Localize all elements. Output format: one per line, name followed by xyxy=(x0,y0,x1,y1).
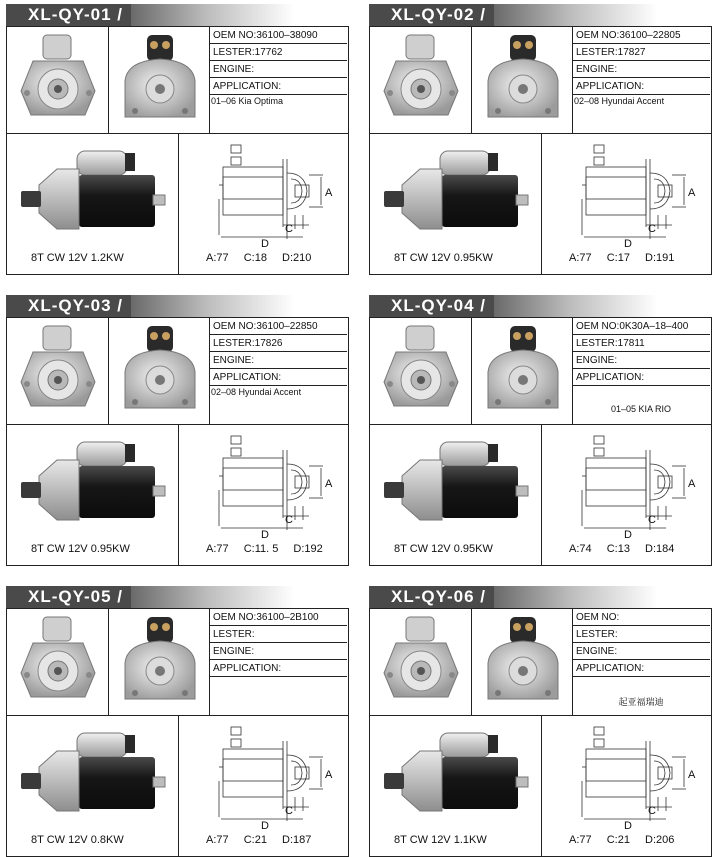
dim-c-value: C:13 xyxy=(606,543,630,555)
dim-c-value: C:11. 5 xyxy=(243,543,279,555)
dimension-drawing xyxy=(546,137,708,249)
dimension-drawing xyxy=(183,428,345,540)
dim-d-value: D:192 xyxy=(293,543,323,555)
dimensions xyxy=(569,543,686,555)
starter-side-photo xyxy=(17,723,169,819)
dimension-a-label: A xyxy=(688,187,696,199)
lester-number: LESTER:17826 xyxy=(209,335,347,352)
application-field: APPLICATION: xyxy=(209,660,347,677)
dimension-c-label: C xyxy=(648,514,656,526)
dimensions xyxy=(569,834,686,846)
product-table xyxy=(369,317,712,566)
oem-number: OEM NO: xyxy=(572,609,710,626)
engine-field: ENGINE: xyxy=(572,352,710,369)
starter-front-photo xyxy=(13,31,103,129)
dimension-d-label: D xyxy=(624,820,632,831)
starter-front-photo xyxy=(13,322,103,420)
starter-side-photo xyxy=(17,141,169,237)
dimension-c-label: C xyxy=(648,223,656,235)
starter-side-photo xyxy=(380,432,532,528)
model-banner xyxy=(369,295,712,317)
starter-front-photo xyxy=(376,322,466,420)
starter-front-photo xyxy=(13,613,103,711)
dim-c-value: C:18 xyxy=(243,252,267,264)
product-table xyxy=(369,26,712,275)
oem-number: OEM NO:0K30A–18–400 xyxy=(572,318,710,335)
starter-rear-photo xyxy=(115,613,205,711)
starter-front-photo xyxy=(376,613,466,711)
dim-a-value: A:77 xyxy=(569,252,592,264)
dimension-c-label: C xyxy=(285,514,293,526)
dimension-a-label: A xyxy=(325,769,333,781)
model-banner xyxy=(6,4,349,26)
oem-number: OEM NO:36100–2B100 xyxy=(209,609,347,626)
dimension-d-label: D xyxy=(624,529,632,540)
dimension-drawing xyxy=(546,428,708,540)
dimensions xyxy=(206,834,323,846)
dim-c-value: C:21 xyxy=(606,834,630,846)
product-table xyxy=(6,317,349,566)
model-banner xyxy=(6,586,349,608)
lester-number: LESTER: xyxy=(572,626,710,643)
dimension-d-label: D xyxy=(261,820,269,831)
engine-field: ENGINE: xyxy=(572,643,710,660)
motor-spec: 8T CW 12V 1.2KW xyxy=(31,252,124,264)
model-banner xyxy=(369,4,712,26)
dim-d-value: D:210 xyxy=(282,252,312,264)
lester-number: LESTER: xyxy=(209,626,347,643)
dimension-d-label: D xyxy=(624,238,632,249)
lester-number: LESTER:17811 xyxy=(572,335,710,352)
application-field: APPLICATION: xyxy=(209,369,347,386)
model-banner xyxy=(369,586,712,608)
dimension-a-label: A xyxy=(325,187,333,199)
model-title: XL-QY-01 / xyxy=(28,5,124,24)
engine-field: ENGINE: xyxy=(209,643,347,660)
dimension-drawing xyxy=(546,719,708,831)
dim-a-value: A:77 xyxy=(569,834,592,846)
dim-c-value: C:17 xyxy=(606,252,630,264)
starter-side-photo xyxy=(380,723,532,819)
application-value: 02–08 Hyundai Accent xyxy=(211,387,302,397)
motor-spec: 8T CW 12V 1.1KW xyxy=(394,834,487,846)
dimensions xyxy=(569,252,686,264)
starter-rear-photo xyxy=(478,31,568,129)
dimensions xyxy=(206,543,335,555)
motor-spec: 8T CW 12V 0.95KW xyxy=(394,543,493,555)
product-table xyxy=(369,608,712,857)
oem-number: OEM NO:36100–22805 xyxy=(572,27,710,44)
application-field: APPLICATION: xyxy=(209,78,347,95)
model-title: XL-QY-05 / xyxy=(28,587,124,606)
starter-side-photo xyxy=(17,432,169,528)
engine-field: ENGINE: xyxy=(209,61,347,78)
application-field: APPLICATION: xyxy=(572,660,710,677)
dimension-drawing xyxy=(183,719,345,831)
starter-rear-photo xyxy=(115,322,205,420)
starter-rear-photo xyxy=(115,31,205,129)
starter-side-photo xyxy=(380,141,532,237)
dim-a-value: A:77 xyxy=(206,543,229,555)
dimension-a-label: A xyxy=(325,478,333,490)
lester-number: LESTER:17827 xyxy=(572,44,710,61)
dim-d-value: D:191 xyxy=(645,252,675,264)
model-title: XL-QY-06 / xyxy=(391,587,487,606)
dimension-a-label: A xyxy=(688,769,696,781)
lester-number: LESTER:17762 xyxy=(209,44,347,61)
model-title: XL-QY-04 / xyxy=(391,296,487,315)
dimension-a-label: A xyxy=(688,478,696,490)
dim-a-value: A:77 xyxy=(206,834,229,846)
engine-field: ENGINE: xyxy=(572,61,710,78)
starter-rear-photo xyxy=(478,613,568,711)
dimension-c-label: C xyxy=(648,805,656,817)
starter-front-photo xyxy=(376,31,466,129)
dimension-c-label: C xyxy=(285,805,293,817)
application-value: 起亚福瑞迪 xyxy=(618,697,664,707)
application-field: APPLICATION: xyxy=(572,78,710,95)
dimensions xyxy=(206,252,323,264)
model-title: XL-QY-03 / xyxy=(28,296,124,315)
dim-d-value: D:187 xyxy=(282,834,312,846)
oem-number: OEM NO:36100–22850 xyxy=(209,318,347,335)
dim-d-value: D:206 xyxy=(645,834,675,846)
dimension-drawing xyxy=(183,137,345,249)
dim-c-value: C:21 xyxy=(243,834,267,846)
product-table xyxy=(6,608,349,857)
model-title: XL-QY-02 / xyxy=(391,5,487,24)
model-banner xyxy=(6,295,349,317)
dim-d-value: D:184 xyxy=(645,543,675,555)
dimension-d-label: D xyxy=(261,238,269,249)
dimension-c-label: C xyxy=(285,223,293,235)
dimension-d-label: D xyxy=(261,529,269,540)
motor-spec: 8T CW 12V 0.95KW xyxy=(31,543,130,555)
starter-rear-photo xyxy=(478,322,568,420)
application-field: APPLICATION: xyxy=(572,369,710,386)
dim-a-value: A:77 xyxy=(206,252,229,264)
application-value: 01–06 Kia Optima xyxy=(211,96,284,106)
application-value: 01–05 KIA RIO xyxy=(610,404,672,414)
engine-field: ENGINE: xyxy=(209,352,347,369)
dim-a-value: A:74 xyxy=(569,543,592,555)
motor-spec: 8T CW 12V 0.95KW xyxy=(394,252,493,264)
product-table xyxy=(6,26,349,275)
motor-spec: 8T CW 12V 0.8KW xyxy=(31,834,124,846)
application-value: 02–08 Hyundai Accent xyxy=(574,96,665,106)
oem-number: OEM NO:36100–38090 xyxy=(209,27,347,44)
